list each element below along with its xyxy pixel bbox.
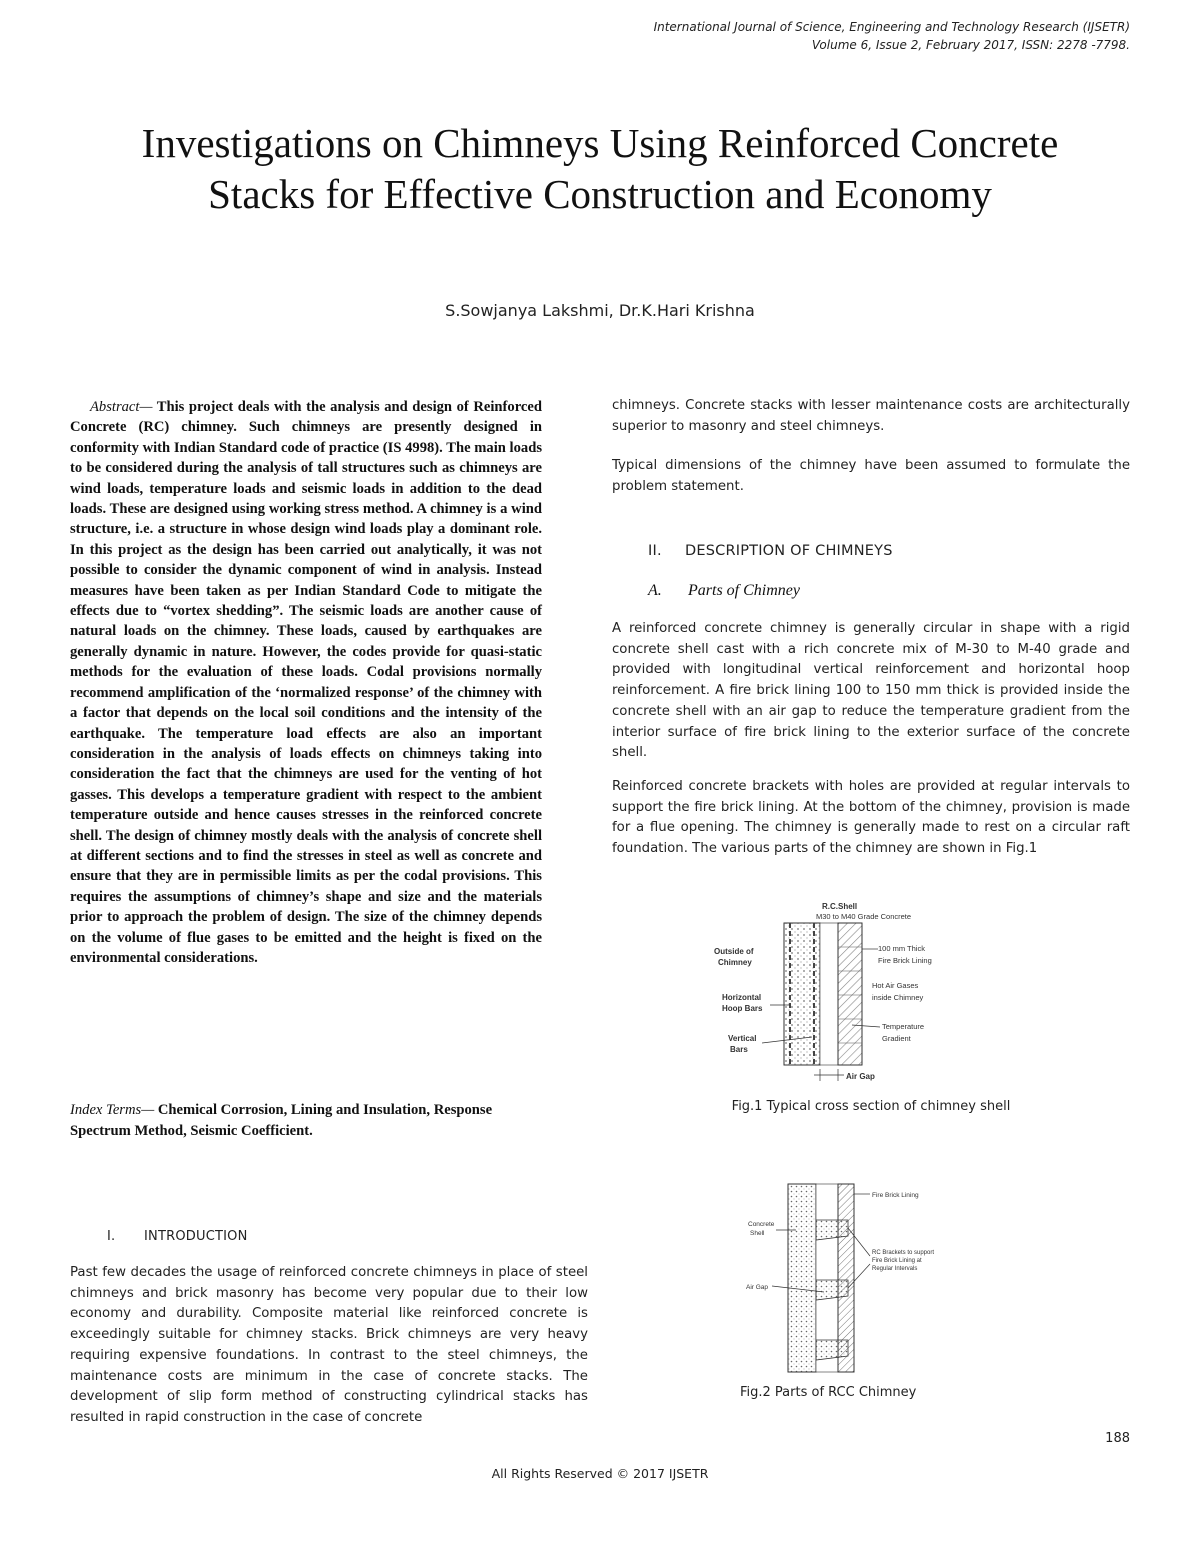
fig1-label-airgap: Air Gap [846, 1072, 875, 1081]
section-number: II. [648, 543, 662, 559]
subsection-title: Parts of Chimney [688, 582, 800, 599]
figure-2-caption: Fig.2 Parts of RCC Chimney [740, 1385, 917, 1400]
fig2-label-brackets-2: Fire Brick Lining at [872, 1258, 922, 1264]
section-heading-description [648, 543, 893, 559]
title-line-1: Investigations on Chimneys Using Reinforced Concrete [141, 120, 1059, 166]
abstract [70, 397, 542, 968]
parts-paragraph-2: Reinforced concrete brackets with holes are provided at regular intervals to support the fire brick lining. At the bottom of the chimney, provision is made for a flue opening. The chimney is generally made to rest on a circular raft foundation. The various parts of the chimney are shown in Fig.1 [612, 779, 1130, 857]
fig2-label-airgap: Air Gap [746, 1284, 769, 1291]
fig1-label-lining-1: 100 mm Thick [878, 944, 925, 953]
journal-name: International Journal of Science, Engineering and Technology Research (IJSETR) [653, 20, 1130, 34]
fire-brick-lining-shape [838, 923, 862, 1065]
section-title: INTRODUCTION [144, 1229, 248, 1244]
typical-dimensions-paragraph: Typical dimensions of the chimney have been assumed to formulate the problem statement. [612, 458, 1130, 494]
index-terms [70, 1100, 542, 1142]
parts-paragraph-1: A reinforced concrete chimney is generally circular in shape with a rigid concrete shell cast with a rich concrete mix of M-30 to M-40 grade and provided with longitudinal vertical reinforcement and horizontal hoop reinforcement. A fire brick lining 100 to 150 mm thick is provided inside the concrete shell with an air gap to reduce the temperature gradient from the interior surface of fire brick lining to the exterior surface of the concrete shell. [612, 621, 1130, 761]
authors: S.Sowjanya Lakshmi, Dr.K.Hari Krishna [445, 301, 755, 320]
fig2-label-shell-1: Concrete [748, 1221, 775, 1228]
section-title: DESCRIPTION OF CHIMNEYS [685, 543, 893, 559]
fig2-label-brackets-3: Regular Intervals [872, 1266, 918, 1272]
index-terms-lead: Index Terms— [70, 1102, 155, 1118]
index-terms-text: Chemical Corrosion, Lining and Insulation, Response Spectrum Method, Seismic Coefficient. [70, 1102, 493, 1139]
continuation-paragraph: chimneys. Concrete stacks with lesser maintenance costs are architecturally superior to masonry and steel chimneys. [612, 398, 1130, 434]
fig1-label-temp-1: Temperature [882, 1022, 925, 1031]
title-line-2: Stacks for Effective Construction and Economy [208, 171, 992, 217]
fig1-label-hoop-2: Hoop Bars [722, 1004, 763, 1013]
figure-1-cross-section [712, 897, 964, 1089]
fig1-label-hot-2: inside Chimney [872, 993, 924, 1002]
fig1-label-vertical-1: Vertical [728, 1034, 757, 1043]
copyright-footer: All Rights Reserved © 2017 IJSETR [491, 1466, 709, 1481]
page-number: 188 [1105, 1431, 1130, 1446]
fig1-label-lining-2: Fire Brick Lining [878, 956, 932, 965]
air-gap-shape [820, 923, 838, 1065]
fig1-label-vertical-2: Bars [730, 1045, 748, 1054]
fig1-label-shell: R.C.Shell [822, 902, 858, 911]
abstract-text: This project deals with the analysis and design of Reinforced Concrete (RC) chimney. Such chimneys are presently designed in conformity with Indian Standard code of practice (IS 4998). The main loads to be considered during the analysis of tall structures such as chimneys are wind loads, temperature loads and seismic loads in addition to the dead loads. These are designed using working stress method. A chimney is a wind structure, i.e. a structure in whose design wind loads play a dominant role. In this project as the design has been carried out analytically, it was not possible to consider the dynamic component of wind in analysis. Instead measures have been taken as per Indian Standard Code to mitigate the effects due to “vortex shedding”. The seismic loads are another cause of natural loads on the chimney. These loads, caused by earthquakes are generally dynamic in nature. However, the codes provide for quasi-static methods for the evaluation of these loads. Codal provisions normally recommend amplification of the ‘normalized response’ of the chimney with a factor that depends on the local soil conditions and the intensity of the earthquake. The temperature load effects are also an important consideration in the analysis of loads effects on chimneys taking into consideration the fact that the chimneys are used for the venting of hot gasses. This develops a temperature gradient with respect to the ambient temperature outside and hence causes stresses in the reinforced concrete shell. The design of chimney mostly deals with the analysis of concrete shell at different sections and to find the stresses in steel as well as concrete and ensure that they are in permissible limits as per the codal provisions. This requires the assumptions of chimney’s shape and size and the materials prior to approach the problem of design. The size of the chimney depends on the volume of flue gases to be emitted and the height is fixed on the environmental considerations. [70, 399, 542, 966]
fig2-label-brackets-1: RC Brackets to support [872, 1250, 935, 1256]
journal-issue: Volume 6, Issue 2, February 2017, ISSN: 2278 -7798. [811, 38, 1130, 52]
subsection-number: A. [648, 582, 662, 599]
fig2-label-lining: Fire Brick Lining [872, 1192, 919, 1199]
fig1-label-outside-2: Chimney [718, 958, 752, 967]
abstract-lead: Abstract— [90, 399, 153, 415]
fig1-label-hoop-1: Horizontal [722, 993, 762, 1002]
fig1-label-grade: M30 to M40 Grade Concrete [816, 912, 912, 921]
fig1-label-hot-1: Hot Air Gases [872, 981, 919, 990]
fig2-label-shell-2: Shell [750, 1230, 765, 1237]
fig1-label-temp-2: Gradient [882, 1034, 911, 1043]
paper-title [40, 118, 1160, 220]
section-number: I. [107, 1229, 116, 1244]
journal-header [654, 18, 1130, 54]
fig1-label-outside-1: Outside of [714, 947, 754, 956]
subsection-heading-parts [648, 582, 800, 600]
figure-2-chimney-parts [740, 1180, 972, 1376]
introduction-paragraph: Past few decades the usage of reinforced concrete chimneys in place of steel chimneys and brick masonry has become very popular due to their low economy and durability. Composite material like reinforced concrete is exceedingly suitable for chimney stacks. Brick chimneys are very heavy requiring expensive foundations. In contrast to the steel chimneys, the maintenance costs are minimum in the case of concrete stacks. The development of slip form method of constructing cylindrical stacks has resulted in rapid construction in the case of concrete [70, 1265, 588, 1425]
figure-1-caption: Fig.1 Typical cross section of chimney shell [731, 1099, 1011, 1114]
section-heading-introduction [107, 1229, 248, 1244]
